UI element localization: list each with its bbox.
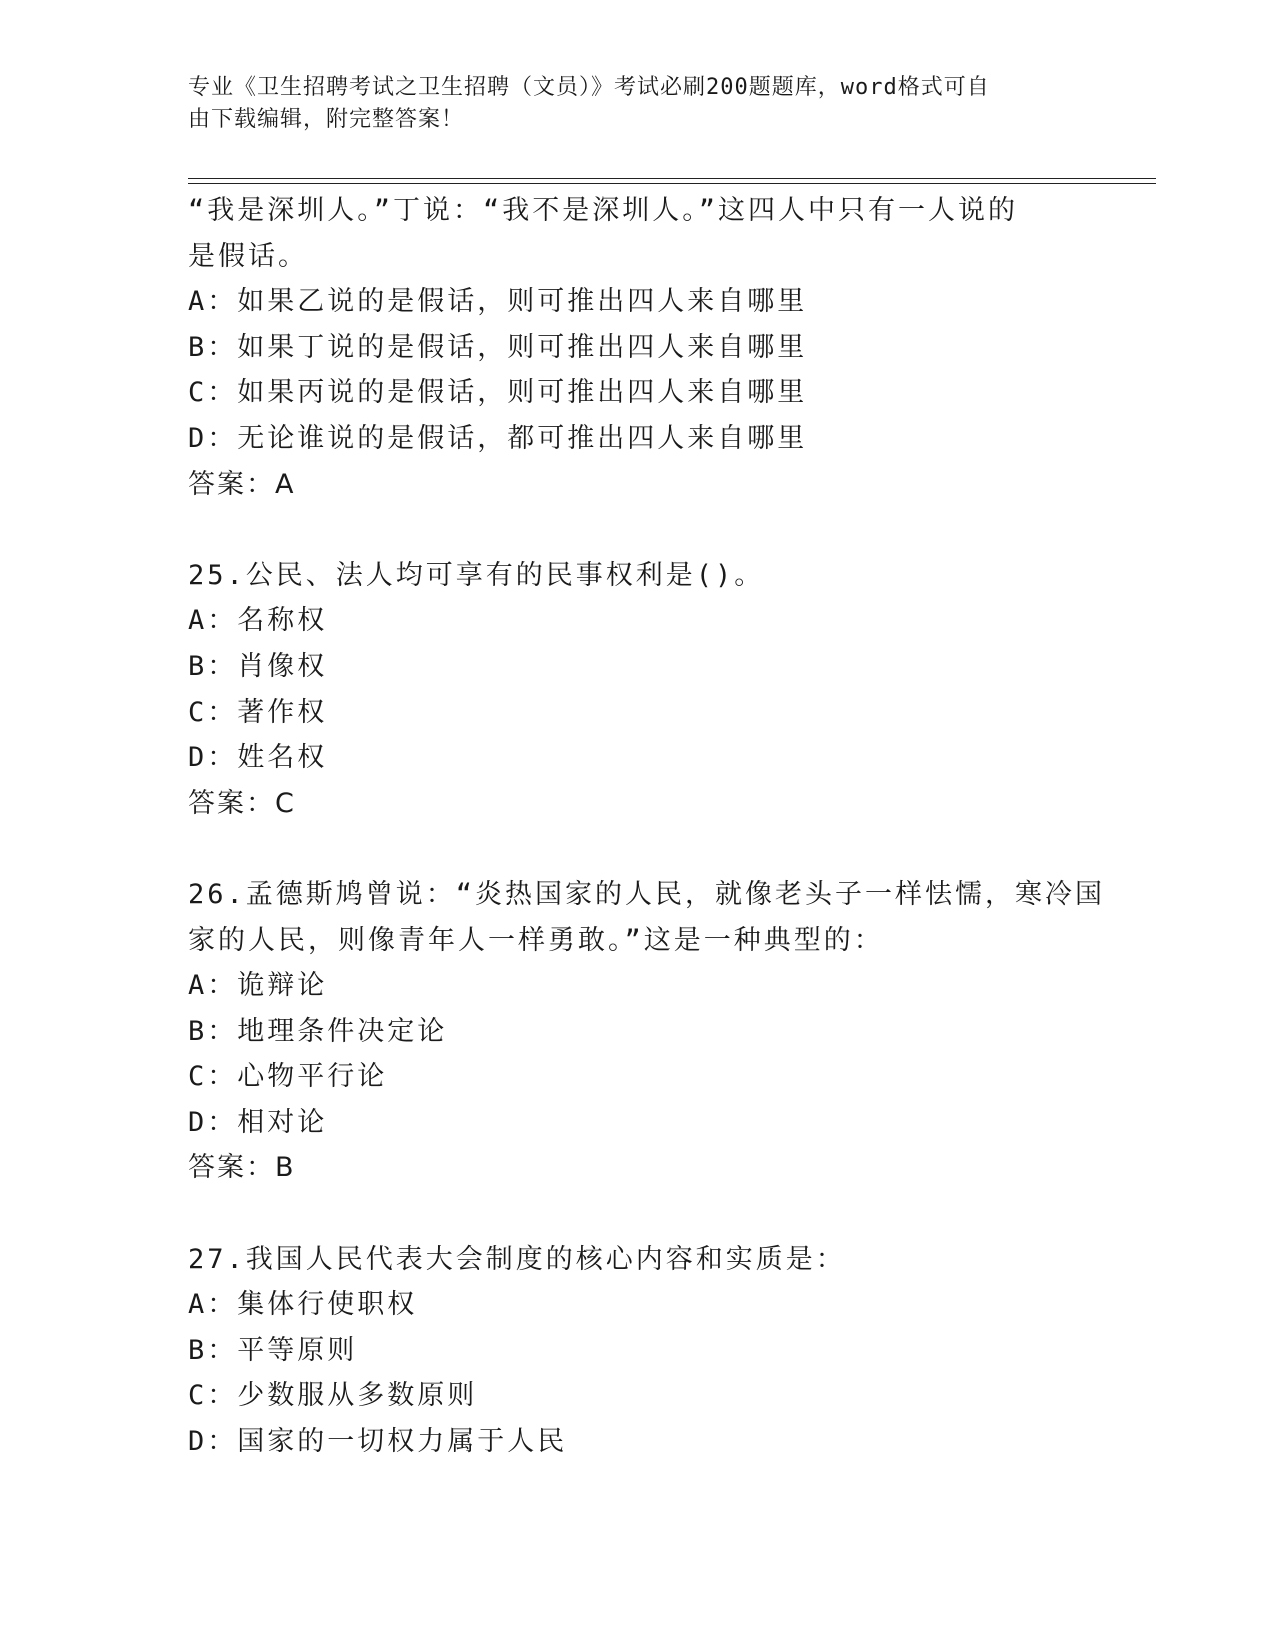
option-c: C：少数服从多数原则	[188, 1380, 478, 1412]
option-b: B：地理条件决定论	[188, 1015, 448, 1047]
answer-label: 答案：A	[188, 468, 296, 500]
option-a: A：名称权	[188, 605, 328, 637]
document-title-line-2: 由下载编辑，附完整答案！	[188, 107, 465, 132]
question-list	[188, 188, 1106, 1465]
document-header	[188, 72, 1068, 136]
question-stem: 家的人民，则像青年人一样勇敢。”这是一种典型的：	[188, 924, 884, 956]
question-25	[188, 553, 1088, 827]
answer-label: 答案：B	[188, 1152, 296, 1184]
header-divider-top	[188, 178, 1156, 179]
option-a: A：如果乙说的是假话，则可推出四人来自哪里	[188, 286, 808, 318]
option-d: D：无论谁说的是假话，都可推出四人来自哪里	[188, 422, 808, 454]
question-24	[188, 188, 1088, 507]
option-b: B：肖像权	[188, 650, 328, 682]
question-stem: “我是深圳人。”丁说：“我不是深圳人。”这四人中只有一人说的	[188, 195, 1019, 226]
question-26	[188, 872, 1106, 1191]
spacer	[188, 826, 1088, 872]
option-b: B：平等原则	[188, 1334, 358, 1366]
option-d: D：国家的一切权力属于人民	[188, 1426, 568, 1458]
spacer	[188, 507, 1088, 553]
question-stem: 27.我国人民代表大会制度的核心内容和实质是：	[188, 1243, 846, 1275]
document-title-line-1: 专业《卫生招聘考试之卫生招聘（文员）》考试必刷200题题库，word格式可自	[188, 75, 990, 100]
question-stem: 26.孟德斯鸠曾说：“炎热国家的人民，就像老头子一样怯懦，寒冷国	[188, 878, 1106, 910]
header-divider-bottom	[188, 183, 1156, 184]
spacer	[188, 1191, 1088, 1237]
question-stem: 是假话。	[188, 240, 308, 272]
option-a: A：集体行使职权	[188, 1289, 418, 1321]
option-c: C：如果丙说的是假话，则可推出四人来自哪里	[188, 377, 808, 409]
option-c: C：著作权	[188, 696, 328, 728]
question-27	[188, 1237, 1088, 1465]
option-d: D：相对论	[188, 1106, 328, 1138]
question-stem: 25.公民、法人均可享有的民事权利是()。	[188, 559, 765, 591]
option-d: D：姓名权	[188, 742, 328, 774]
answer-label: 答案：C	[188, 787, 296, 819]
option-c: C：心物平行论	[188, 1061, 388, 1093]
option-a: A：诡辩论	[188, 970, 328, 1002]
option-b: B：如果丁说的是假话，则可推出四人来自哪里	[188, 331, 808, 363]
